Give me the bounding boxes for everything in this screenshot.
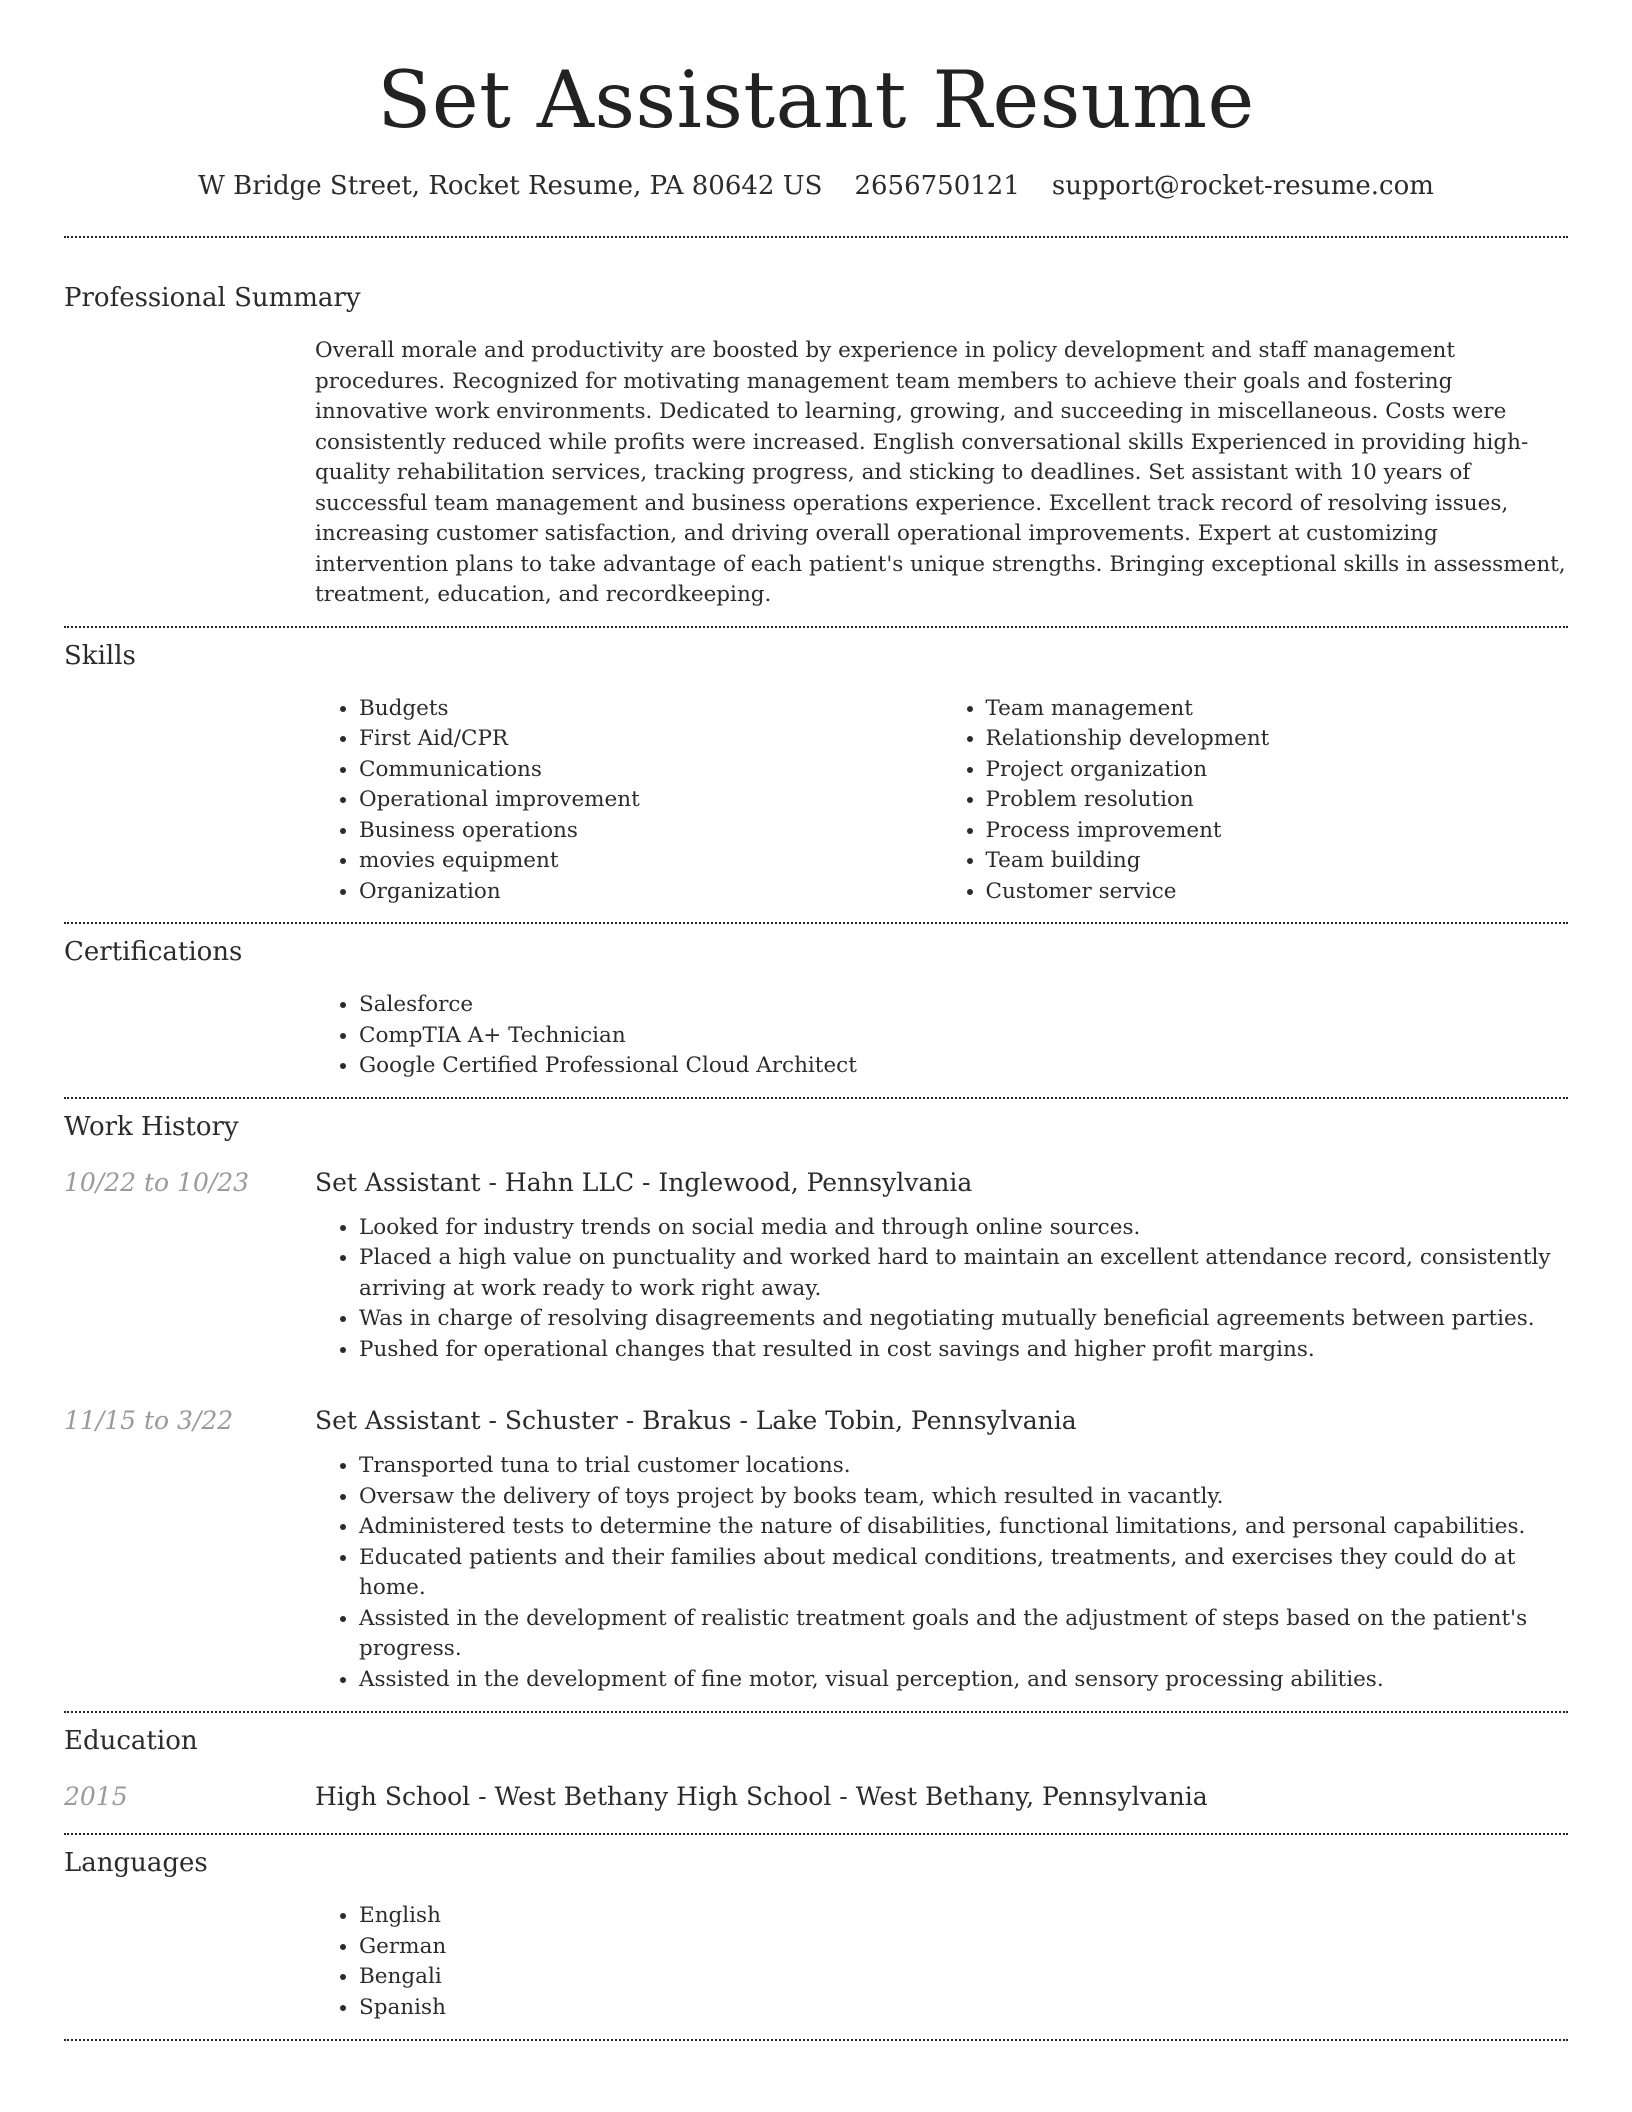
- divider: [64, 1097, 1568, 1099]
- job-body: [64, 1213, 1568, 1366]
- job-bullet: • Assisted in the development of realistic treatment goals and the adjustment of steps based on the patient's progress.: [359, 1604, 1568, 1665]
- skill-item: • Team management: [986, 694, 1569, 725]
- languages-list: [315, 1901, 1568, 2023]
- skill-item: • Budgets: [359, 694, 942, 725]
- section-heading-summary: Professional Summary: [64, 283, 361, 313]
- job-dates: 10/22 to 10/23: [64, 1167, 250, 1197]
- education-entry: [64, 1781, 1568, 1813]
- job-entry: [64, 1167, 1568, 1199]
- skill-item: • Project organization: [986, 755, 1569, 786]
- languages-body: [64, 1901, 1568, 2023]
- skill-item: • Operational improvement: [359, 785, 942, 816]
- education-year: 2015: [64, 1782, 128, 1811]
- section-heading-skills: Skills: [64, 640, 136, 671]
- job-entry: [64, 1405, 1568, 1437]
- certifications-list: [315, 990, 1568, 1082]
- job-title: Set Assistant - Schuster - Brakus - Lake Tobin, Pennsylvania: [315, 1406, 1077, 1435]
- skill-item: • Business operations: [359, 816, 942, 847]
- language-item: • Bengali: [359, 1962, 1568, 1993]
- section-heading-certifications: Certifications: [64, 937, 243, 967]
- skill-item: • Organization: [359, 877, 942, 908]
- job-bullets: [315, 1451, 1568, 1695]
- skill-item: • movies equipment: [359, 846, 942, 877]
- job-bullet: • Oversaw the delivery of toys project by books team, which resulted in vacantly.: [359, 1482, 1568, 1513]
- language-item: • German: [359, 1932, 1568, 1963]
- skill-item: • Team building: [986, 846, 1569, 877]
- divider: [64, 236, 1568, 238]
- contact-line: [64, 168, 1568, 204]
- skill-item: • Relationship development: [986, 724, 1569, 755]
- skill-item: • First Aid/CPR: [359, 724, 942, 755]
- languages-section: [64, 1847, 1568, 2023]
- education-section: [64, 1725, 1568, 1813]
- skills-list-left: [315, 694, 942, 908]
- certification-item: • Salesforce: [359, 990, 1568, 1021]
- divider: [64, 2039, 1568, 2041]
- skill-item: • Problem resolution: [986, 785, 1569, 816]
- job-bullet: • Administered tests to determine the nature of disabilities, functional limitations, and personal capabilities.: [359, 1512, 1568, 1543]
- job-bullet: • Educated patients and their families about medical conditions, treatments, and exercises they could do at home.: [359, 1543, 1568, 1604]
- job-bullet: • Looked for industry trends on social media and through online sources.: [359, 1213, 1568, 1244]
- job-bullets: [315, 1213, 1568, 1366]
- skill-item: • Process improvement: [986, 816, 1569, 847]
- divider: [64, 1711, 1568, 1713]
- page-title: Set Assistant Resume: [377, 54, 1255, 146]
- certifications-body: [64, 990, 1568, 1082]
- section-heading-education: Education: [64, 1726, 198, 1756]
- skills-section: [64, 640, 1568, 908]
- section-heading-work: Work History: [64, 1111, 239, 1142]
- job-bullet: • Placed a high value on punctuality and worked hard to maintain an excellent attendance record, consistently arriving at work ready to work right away.: [359, 1243, 1568, 1304]
- language-item: • English: [359, 1901, 1568, 1932]
- divider: [64, 922, 1568, 924]
- skills-body: [64, 694, 1568, 908]
- divider: [64, 626, 1568, 628]
- certification-item: • CompTIA A+ Technician: [359, 1021, 1568, 1052]
- summary-text: Overall morale and productivity are boosted by experience in policy development and staff management procedures. Recognized for motivating management team members to achieve their goals and fostering innovative work environments. Dedicated to learning, growing, and succeeding in miscellaneous. Costs were consistently reduced while profits were increased. English conversational skills Experienced in providing high-quality rehabilitation services, tracking progress, and sticking to deadlines. Set assistant with 10 years of successful team management and business operations experience. Excellent track record of resolving issues, increasing customer satisfaction, and driving overall operational improvements. Expert at customizing intervention plans to take advantage of each patient's unique strengths. Bringing exceptional skills in assessment, treatment, education, and recordkeeping.: [315, 338, 1566, 607]
- education-title: High School - West Bethany High School - West Bethany, Pennsylvania: [315, 1782, 1208, 1811]
- skills-columns: [315, 694, 1568, 908]
- job-bullet: • Was in charge of resolving disagreements and negotiating mutually beneficial agreements between parties.: [359, 1304, 1568, 1335]
- skills-list-right: [942, 694, 1569, 908]
- summary-body: [64, 336, 1568, 611]
- job-bullet: • Transported tuna to trial customer locations.: [359, 1451, 1568, 1482]
- work-section: [64, 1111, 1568, 1696]
- skill-item: • Customer service: [986, 877, 1569, 908]
- resume-page: [64, 0, 1568, 2041]
- certification-item: • Google Certified Professional Cloud Architect: [359, 1051, 1568, 1082]
- skill-item: • Communications: [359, 755, 942, 786]
- job-bullet: • Pushed for operational changes that resulted in cost savings and higher profit margins.: [359, 1335, 1568, 1366]
- divider: [64, 1833, 1568, 1835]
- job-dates: 11/15 to 3/22: [64, 1406, 234, 1435]
- summary-section: [64, 282, 1568, 611]
- job-body: [64, 1451, 1568, 1695]
- contact-address: W Bridge Street, Rocket Resume, PA 80642 US: [198, 171, 823, 201]
- job-bullet: • Assisted in the development of fine motor, visual perception, and sensory processing abilities.: [359, 1665, 1568, 1696]
- contact-email: support@rocket-resume.com: [1051, 171, 1434, 201]
- job-title: Set Assistant - Hahn LLC - Inglewood, Pennsylvania: [315, 1167, 973, 1197]
- contact-phone: 2656750121: [854, 171, 1020, 201]
- section-heading-languages: Languages: [64, 1848, 208, 1878]
- language-item: • Spanish: [359, 1993, 1568, 2024]
- certifications-section: [64, 936, 1568, 1082]
